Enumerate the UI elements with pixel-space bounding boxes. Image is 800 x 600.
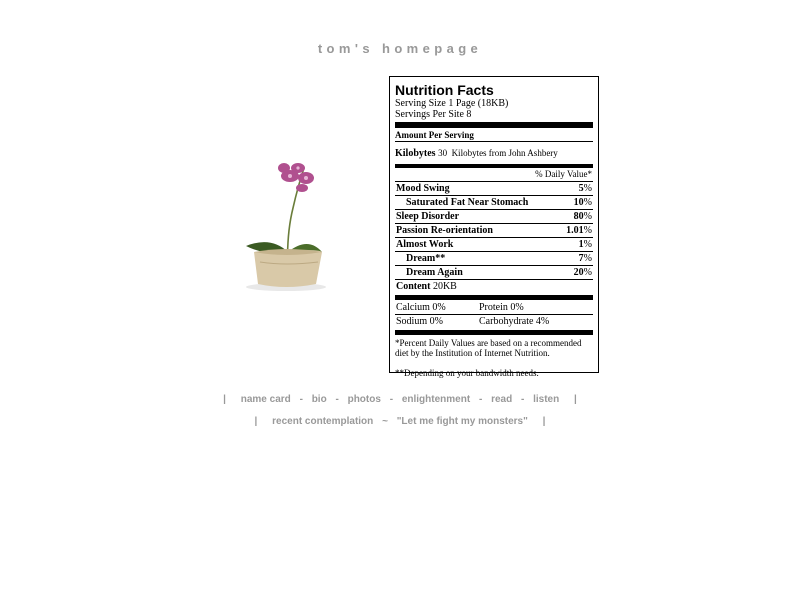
nav-link-name-card[interactable]: name card	[240, 394, 291, 405]
footnote-daily-value: *Percent Daily Values are based on a recommended diet by the Institution of Internet Nutrition.	[395, 338, 582, 358]
nav-link-read[interactable]: read	[491, 394, 513, 405]
nutrition-facts-title: Nutrition Facts	[395, 82, 494, 98]
nutrient-row-dream: Dream** 7%	[395, 251, 593, 265]
mineral-row: Sodium 0% Carbohydrate 4%	[396, 316, 550, 327]
nutrient-row-passion: Passion Re-orientation 1.01%	[396, 225, 592, 236]
potted-orchid-image	[236, 156, 336, 296]
main-nav: | name card - bio - photos - enlightenment - read - listen |	[223, 394, 577, 405]
amount-per-serving: Amount Per Serving	[395, 130, 474, 140]
nav-link-bio[interactable]: bio	[311, 394, 327, 405]
servings-per-site: Servings Per Site 8	[395, 109, 472, 120]
content-label: Content	[396, 281, 431, 292]
serving-size: Serving Size 1 Page (18KB)	[395, 98, 509, 109]
nutrient-row-dream-again: Dream Again 20%	[395, 265, 593, 279]
content-value: 20KB	[432, 281, 457, 292]
nutrient-row-almost-work: Almost Work 1%	[396, 239, 592, 250]
nutrient-row-sleep-disorder: Sleep Disorder 80%	[396, 211, 592, 222]
recent-nav: | recent contemplation ~ "Let me fight my monsters" |	[254, 416, 546, 427]
kilobytes-detail: 30 Kilobytes from John Ashbery	[438, 148, 558, 158]
divider-medium	[395, 295, 593, 300]
kilobytes-row	[395, 142, 593, 164]
content-row	[395, 279, 593, 293]
nav-link-recent-title[interactable]: "Let me fight my monsters"	[396, 416, 528, 427]
kilobytes-label: Kilobytes	[395, 148, 436, 159]
daily-value-header: % Daily Value*	[535, 169, 592, 179]
nav-link-recent-contemplation[interactable]: recent contemplation	[272, 416, 374, 427]
footnotes	[395, 335, 593, 378]
mineral-row: Calcium 0% Protein 0%	[396, 302, 524, 313]
nutrient-row-mood-swing: Mood Swing 5%	[396, 183, 592, 194]
nav-link-photos[interactable]: photos	[347, 394, 381, 405]
nav-link-enlightenment[interactable]: enlightenment	[401, 394, 471, 405]
footnote-bandwidth: **Depending on your bandwidth needs.	[395, 368, 539, 378]
nutrition-facts-label	[389, 76, 599, 378]
nutrient-row-saturated-fat: Saturated Fat Near Stomach 10%	[395, 195, 593, 209]
nav-link-listen[interactable]: listen	[533, 394, 560, 405]
site-title: tom's homepage	[317, 41, 483, 56]
